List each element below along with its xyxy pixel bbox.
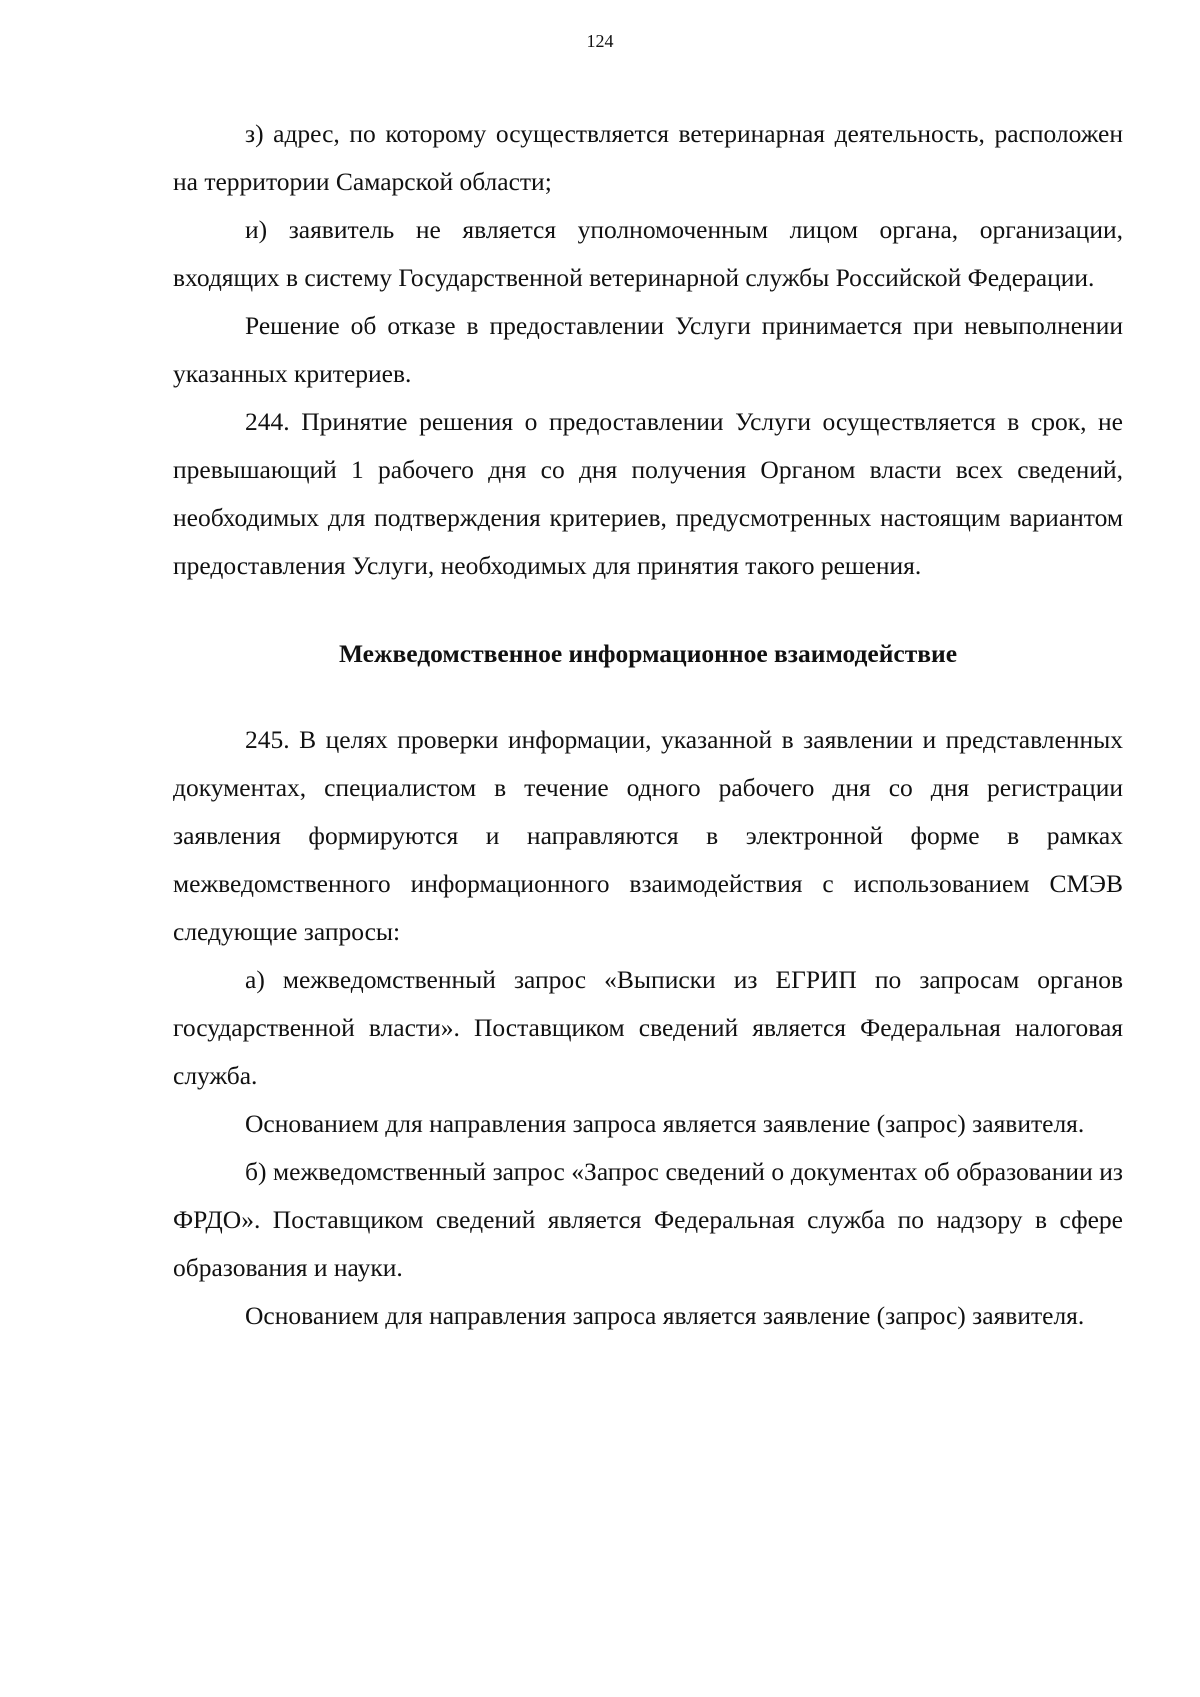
page-number: 124 xyxy=(586,31,614,51)
paragraph-item-z: з) адрес, по которому осуществляется ветеринарная деятельность, расположен на территории Самарской области; xyxy=(173,119,1123,196)
paragraph-basis-b: Основанием для направления запроса является заявление (запрос) заявителя. xyxy=(245,1301,1085,1330)
paragraph-245: 245. В целях проверки информации, указанной в заявлении и представленных документах, специалистом в течение одного рабочего дня со дня регистрации заявления формируются и направляются в электронной форме в рамках межведомственного информационного взаимодействия с использованием СМЭВ следующие запросы: xyxy=(173,725,1123,946)
paragraph-refusal-decision: Решение об отказе в предоставлении Услуги принимается при невыполнении указанных критериев. xyxy=(173,311,1123,388)
paragraph-244: 244. Принятие решения о предоставлении Услуги осуществляется в срок, не превышающий 1 рабочего дня со дня получения Органом власти всех сведений, необходимых для подтверждения критериев, предусмотренных настоящим вариантом предоставления Услуги, необходимых для принятия такого решения. xyxy=(173,407,1123,580)
section-heading: Межведомственное информационное взаимодействие xyxy=(338,639,958,668)
paragraph-item-a: а) межведомственный запрос «Выписки из ЕГРИП по запросам органов государственной власти». Поставщиком сведений является Федеральная налоговая служба. xyxy=(173,965,1123,1090)
paragraph-item-b: б) межведомственный запрос «Запрос сведений о документах об образовании из ФРДО». Поставщиком сведений является Федеральная служба по надзору в сфере образования и науки. xyxy=(173,1157,1123,1282)
paragraph-item-i: и) заявитель не является уполномоченным лицом органа, организации, входящих в систему Государственной ветеринарной службы Российской Федерации. xyxy=(173,215,1123,292)
document-body xyxy=(173,110,1123,1340)
paragraph-basis-a: Основанием для направления запроса является заявление (запрос) заявителя. xyxy=(245,1109,1085,1138)
